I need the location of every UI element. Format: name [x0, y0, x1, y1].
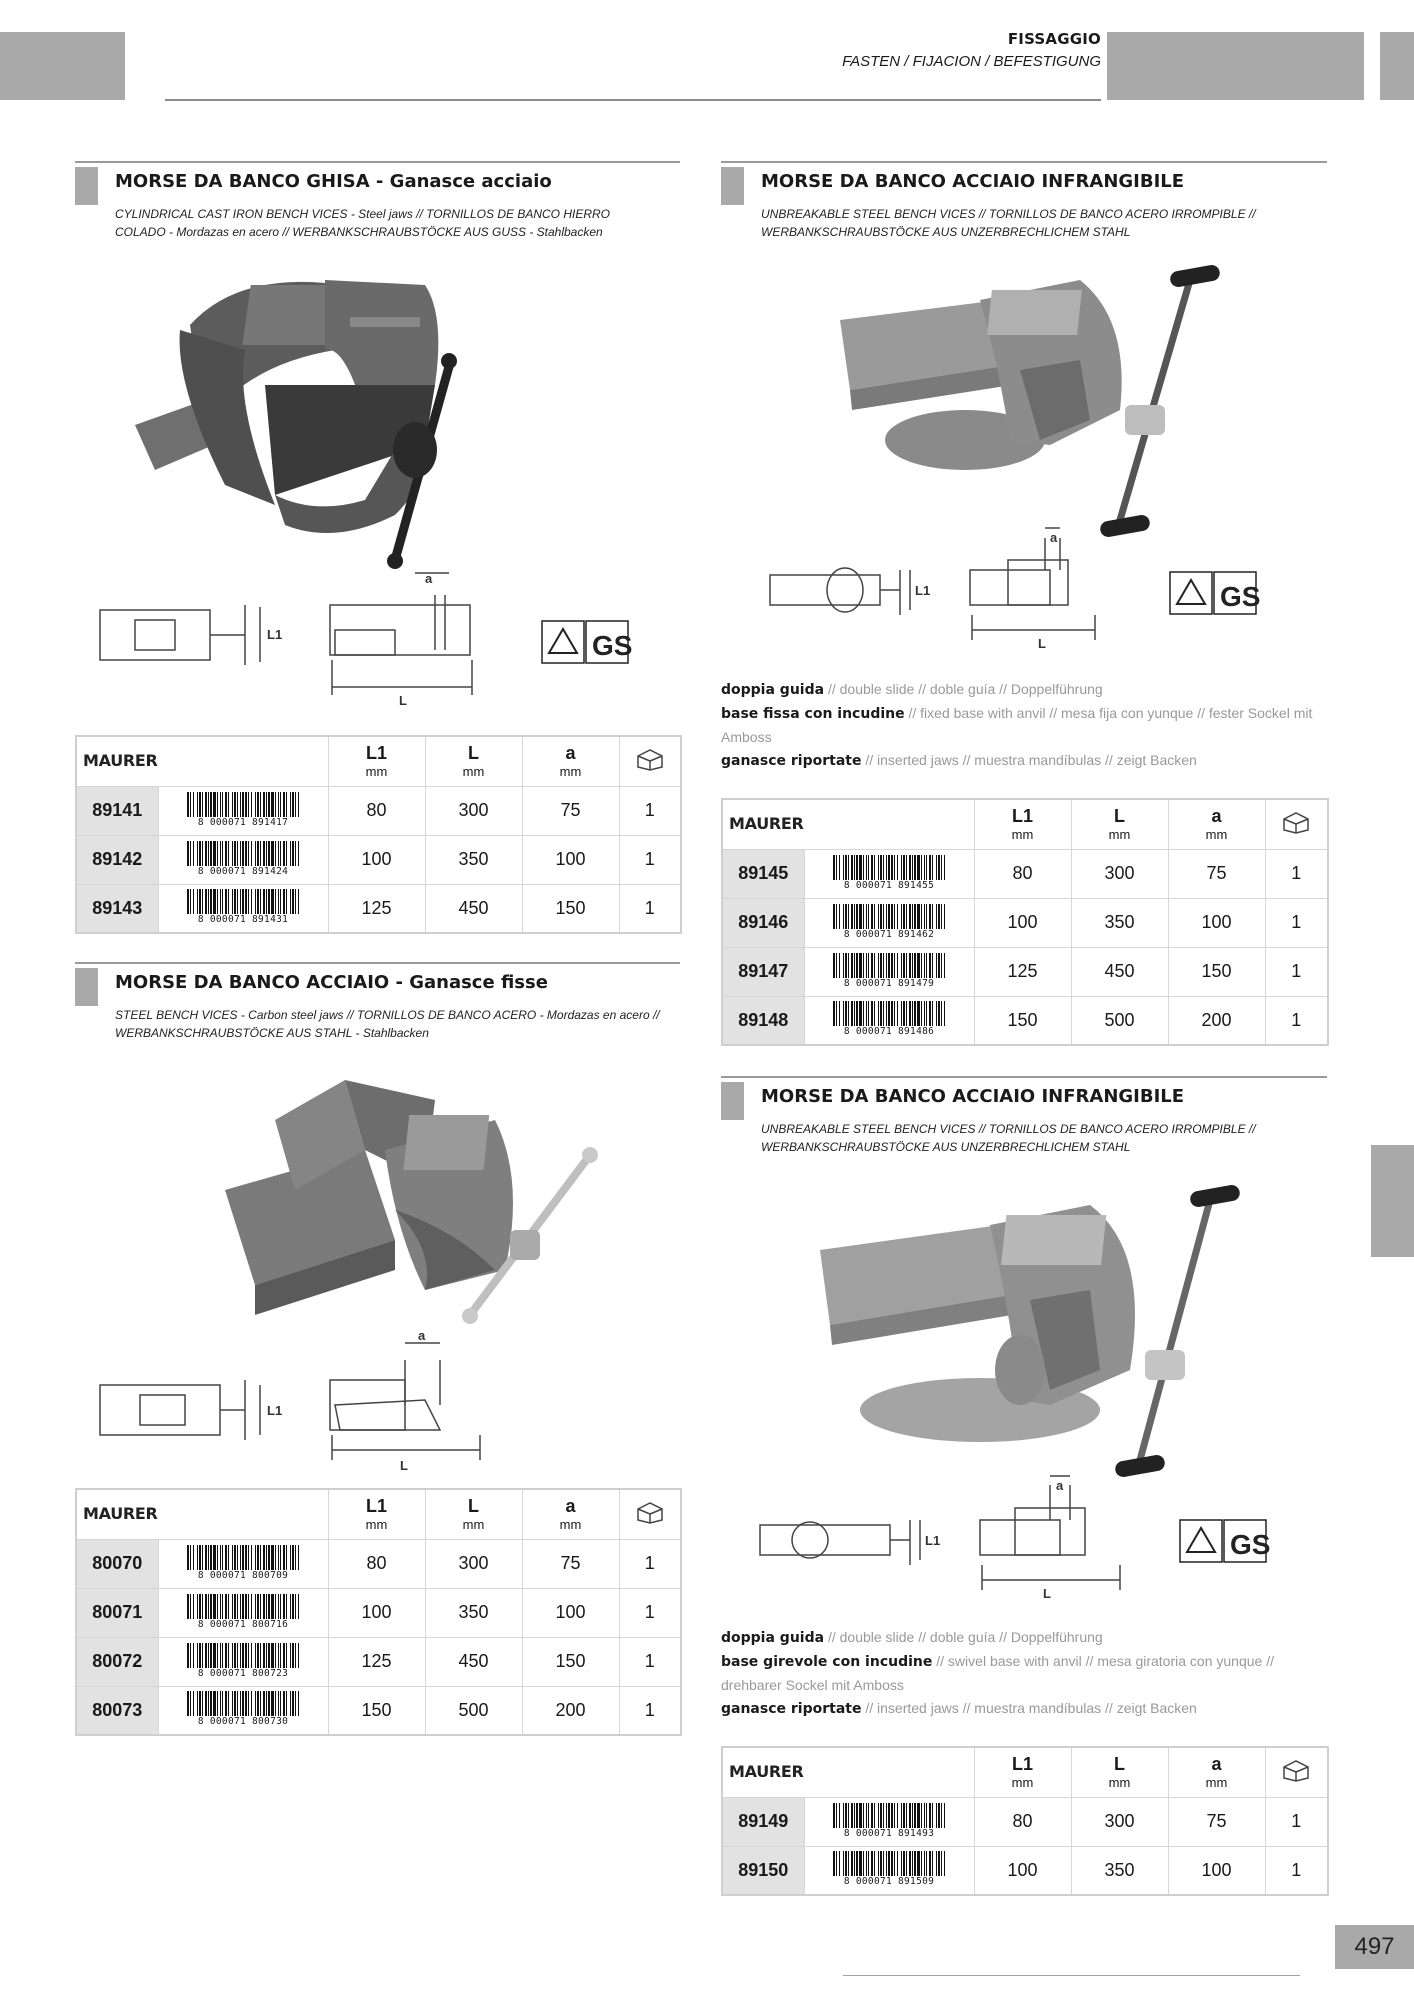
pack-qty: 1	[619, 884, 681, 933]
col-l: L mm	[1071, 1747, 1168, 1797]
features-list	[721, 678, 1321, 773]
a-value: 150	[522, 884, 619, 933]
a-value: 200	[1168, 996, 1265, 1045]
section-marker	[721, 167, 744, 205]
vice-photo-steel-fixed	[95, 1060, 675, 1480]
table-row	[76, 835, 681, 884]
item-code: 89142	[76, 835, 158, 884]
col-l: L mm	[425, 1489, 522, 1539]
a-value: 200	[522, 1686, 619, 1735]
page-header	[842, 30, 1101, 70]
header-edge-block	[1380, 32, 1414, 100]
col-l1: L1 mm	[328, 1489, 425, 1539]
col-a: a mm	[522, 736, 619, 786]
a-value: 75	[522, 786, 619, 835]
section-title: MORSE DA BANCO ACCIAIO INFRANGIBILE	[761, 171, 1185, 192]
l1-value: 125	[328, 884, 425, 933]
table-row	[722, 898, 1328, 947]
table-header-row	[76, 1489, 681, 1539]
barcode-cell	[158, 1637, 328, 1686]
table-header-row	[722, 799, 1328, 849]
brand-logo: MAURER	[722, 1747, 974, 1797]
barcode-cell	[158, 786, 328, 835]
barcode-cell	[804, 898, 974, 947]
l1-value: 100	[974, 898, 1071, 947]
package-icon	[619, 1489, 681, 1539]
section-marker	[75, 167, 98, 205]
feature-item: ganasce riportate // inserted jaws // muestra mandíbulas // zeigt Backen	[721, 1700, 1197, 1717]
l-value: 300	[425, 786, 522, 835]
svg-text:a: a	[1056, 1478, 1064, 1493]
col-l: L mm	[425, 736, 522, 786]
ean-number: 8 000071 891509	[843, 1876, 935, 1888]
l-value: 350	[425, 1588, 522, 1637]
section-subtitle: CYLINDRICAL CAST IRON BENCH VICES - Steel jaws // TORNILLOS DE BANCO HIERRO COLADO - Mordazas en acero // WERBANKSCHRAUBSTÖCKE AUS GUSS - Stahlbacken	[115, 207, 610, 239]
table-row	[76, 786, 681, 835]
ean-number: 8 000071 891493	[843, 1827, 935, 1839]
item-code: 89145	[722, 849, 804, 898]
spec-table-cast-iron	[75, 735, 682, 934]
svg-text:a: a	[1050, 530, 1058, 545]
l-value: 350	[1071, 898, 1168, 947]
barcode-cell	[804, 1846, 974, 1895]
section-subtitle: UNBREAKABLE STEEL BENCH VICES // TORNILLOS DE BANCO ACERO IRROMPIBLE // WERBANKSCHRAUBSTÖCKE AUS UNZERBRECHLICHEM STAHL	[761, 1122, 1256, 1154]
l-value: 300	[1071, 1797, 1168, 1846]
l1-value: 100	[328, 835, 425, 884]
svg-text:L1: L1	[915, 583, 931, 598]
l-value: 300	[1071, 849, 1168, 898]
table-header-row	[722, 1747, 1328, 1797]
l1-value: 100	[974, 1846, 1071, 1895]
header-left-block	[0, 32, 125, 100]
feature-item: base girevole con incudine // swivel base with anvil // mesa giratoria con yunque // drehbarer Sockel mit Amboss	[721, 1653, 1274, 1693]
l-value: 500	[425, 1686, 522, 1735]
page-number: 497	[1335, 1925, 1414, 1969]
l-value: 450	[425, 884, 522, 933]
a-value: 100	[1168, 1846, 1265, 1895]
a-value: 75	[1168, 1797, 1265, 1846]
col-l1: L1 mm	[974, 799, 1071, 849]
side-tab	[1371, 1145, 1414, 1257]
svg-text:L: L	[1038, 636, 1046, 651]
barcode-cell	[804, 996, 974, 1045]
l1-value: 80	[974, 849, 1071, 898]
section-subtitle: UNBREAKABLE STEEL BENCH VICES // TORNILLOS DE BANCO ACERO IRROMPIBLE // WERBANKSCHRAUBSTÖCKE AUS UNZERBRECHLICHEM STAHL	[761, 207, 1256, 239]
vice-photo-unbreakable-fixed	[750, 260, 1310, 660]
a-value: 75	[522, 1539, 619, 1588]
a-value: 150	[1168, 947, 1265, 996]
section-rule	[75, 161, 680, 163]
l1-value: 150	[974, 996, 1071, 1045]
features-list	[721, 1626, 1327, 1721]
l1-value: 100	[328, 1588, 425, 1637]
package-icon	[619, 736, 681, 786]
col-l1: L1 mm	[974, 1747, 1071, 1797]
l1-value: 150	[328, 1686, 425, 1735]
col-a: a mm	[522, 1489, 619, 1539]
spec-table-unbreakable-swivel	[721, 1746, 1329, 1896]
ean-number: 8 000071 891455	[843, 879, 935, 891]
item-code: 80072	[76, 1637, 158, 1686]
item-code: 80073	[76, 1686, 158, 1735]
header-subtitle: FASTEN / FIJACION / BEFESTIGUNG	[842, 53, 1101, 70]
section-title: MORSE DA BANCO GHISA - Ganasce acciaio	[115, 171, 552, 192]
feature-item: doppia guida // double slide // doble guía // Doppelführung	[721, 1629, 1103, 1646]
pack-qty: 1	[619, 1588, 681, 1637]
table-row	[76, 1686, 681, 1735]
svg-text:L1: L1	[267, 1403, 283, 1418]
a-value: 150	[522, 1637, 619, 1686]
brand-logo: MAURER	[722, 799, 974, 849]
pack-qty: 1	[1265, 1797, 1328, 1846]
barcode-cell	[804, 1797, 974, 1846]
ean-number: 8 000071 800709	[197, 1569, 289, 1581]
barcode-cell	[158, 1686, 328, 1735]
table-row	[76, 1637, 681, 1686]
svg-text:L: L	[399, 693, 407, 708]
spec-table-unbreakable-fixed	[721, 798, 1329, 1046]
svg-text:a: a	[425, 571, 433, 586]
svg-text:L: L	[1043, 1586, 1051, 1600]
col-l1: L1 mm	[328, 736, 425, 786]
table-row	[722, 996, 1328, 1045]
l-value: 450	[425, 1637, 522, 1686]
svg-text:a: a	[418, 1328, 426, 1343]
l1-value: 80	[328, 1539, 425, 1588]
table-row	[722, 1797, 1328, 1846]
feature-item: base fissa con incudine // fixed base with anvil // mesa fija con yunque // fester Sockel mit Amboss	[721, 705, 1313, 745]
a-value: 100	[522, 835, 619, 884]
barcode-cell	[158, 884, 328, 933]
l-value: 350	[425, 835, 522, 884]
item-code: 89146	[722, 898, 804, 947]
barcode-cell	[158, 1539, 328, 1588]
section-subtitle: STEEL BENCH VICES - Carbon steel jaws // TORNILLOS DE BANCO ACERO - Mordazas en acero // WERBANKSCHRAUBSTÖCKE AUS STAHL - Stahlbacken	[115, 1008, 660, 1040]
col-l: L mm	[1071, 799, 1168, 849]
package-icon	[1265, 799, 1328, 849]
table-row	[722, 947, 1328, 996]
l1-value: 80	[328, 786, 425, 835]
ean-number: 8 000071 891431	[197, 914, 289, 926]
pack-qty: 1	[619, 835, 681, 884]
pack-qty: 1	[1265, 849, 1328, 898]
item-code: 89150	[722, 1846, 804, 1895]
package-icon	[1265, 1747, 1328, 1797]
pack-qty: 1	[619, 1637, 681, 1686]
svg-text:L1: L1	[267, 627, 283, 642]
header-rule	[165, 99, 1101, 101]
ean-number: 8 000071 800716	[197, 1618, 289, 1630]
l1-value: 125	[328, 1637, 425, 1686]
pack-qty: 1	[1265, 996, 1328, 1045]
feature-item: doppia guida // double slide // doble guía // Doppelführung	[721, 681, 1103, 698]
barcode-cell	[804, 849, 974, 898]
table-row	[722, 849, 1328, 898]
barcode-cell	[158, 835, 328, 884]
ean-number: 8 000071 891479	[843, 977, 935, 989]
section-marker	[75, 968, 98, 1006]
table-row	[76, 1539, 681, 1588]
barcode-cell	[804, 947, 974, 996]
item-code: 80071	[76, 1588, 158, 1637]
svg-text:GS: GS	[592, 630, 633, 661]
svg-text:GS: GS	[1230, 1529, 1271, 1560]
l1-value: 125	[974, 947, 1071, 996]
pack-qty: 1	[619, 786, 681, 835]
ean-number: 8 000071 800730	[197, 1716, 289, 1728]
footer-rule	[843, 1975, 1300, 1976]
header-right-block	[1107, 32, 1364, 100]
item-code: 89149	[722, 1797, 804, 1846]
l-value: 350	[1071, 1846, 1168, 1895]
pack-qty: 1	[1265, 947, 1328, 996]
section-rule	[721, 161, 1327, 163]
item-code: 89143	[76, 884, 158, 933]
ean-number: 8 000071 891424	[197, 865, 289, 877]
section-title: MORSE DA BANCO ACCIAIO INFRANGIBILE	[761, 1086, 1185, 1107]
section-rule	[75, 962, 680, 964]
brand-logo: MAURER	[76, 1489, 328, 1539]
col-a: a mm	[1168, 1747, 1265, 1797]
table-row	[76, 1588, 681, 1637]
pack-qty: 1	[1265, 1846, 1328, 1895]
svg-text:L: L	[400, 1458, 408, 1473]
pack-qty: 1	[619, 1539, 681, 1588]
vice-photo-unbreakable-swivel	[750, 1180, 1310, 1600]
a-value: 100	[522, 1588, 619, 1637]
a-value: 75	[1168, 849, 1265, 898]
l1-value: 80	[974, 1797, 1071, 1846]
item-code: 89147	[722, 947, 804, 996]
item-code: 80070	[76, 1539, 158, 1588]
section-rule	[721, 1076, 1327, 1078]
pack-qty: 1	[619, 1686, 681, 1735]
ean-number: 8 000071 891417	[197, 816, 289, 828]
ean-number: 8 000071 891486	[843, 1026, 935, 1038]
header-title: FISSAGGIO	[1007, 30, 1101, 48]
feature-item: ganasce riportate // inserted jaws // muestra mandíbulas // zeigt Backen	[721, 752, 1197, 769]
pack-qty: 1	[1265, 898, 1328, 947]
item-code: 89148	[722, 996, 804, 1045]
section-marker	[721, 1082, 744, 1120]
l-value: 500	[1071, 996, 1168, 1045]
spec-table-steel-fixed	[75, 1488, 682, 1736]
ean-number: 8 000071 800723	[197, 1667, 289, 1679]
table-header-row	[76, 736, 681, 786]
a-value: 100	[1168, 898, 1265, 947]
l-value: 300	[425, 1539, 522, 1588]
section-title: MORSE DA BANCO ACCIAIO - Ganasce fisse	[115, 972, 548, 993]
barcode-cell	[158, 1588, 328, 1637]
l-value: 450	[1071, 947, 1168, 996]
vice-photo-cast-iron	[95, 255, 675, 715]
brand-logo: MAURER	[76, 736, 328, 786]
table-row	[722, 1846, 1328, 1895]
ean-number: 8 000071 891462	[843, 928, 935, 940]
item-code: 89141	[76, 786, 158, 835]
col-a: a mm	[1168, 799, 1265, 849]
table-row	[76, 884, 681, 933]
svg-text:L1: L1	[925, 1533, 941, 1548]
svg-text:GS: GS	[1220, 581, 1261, 612]
